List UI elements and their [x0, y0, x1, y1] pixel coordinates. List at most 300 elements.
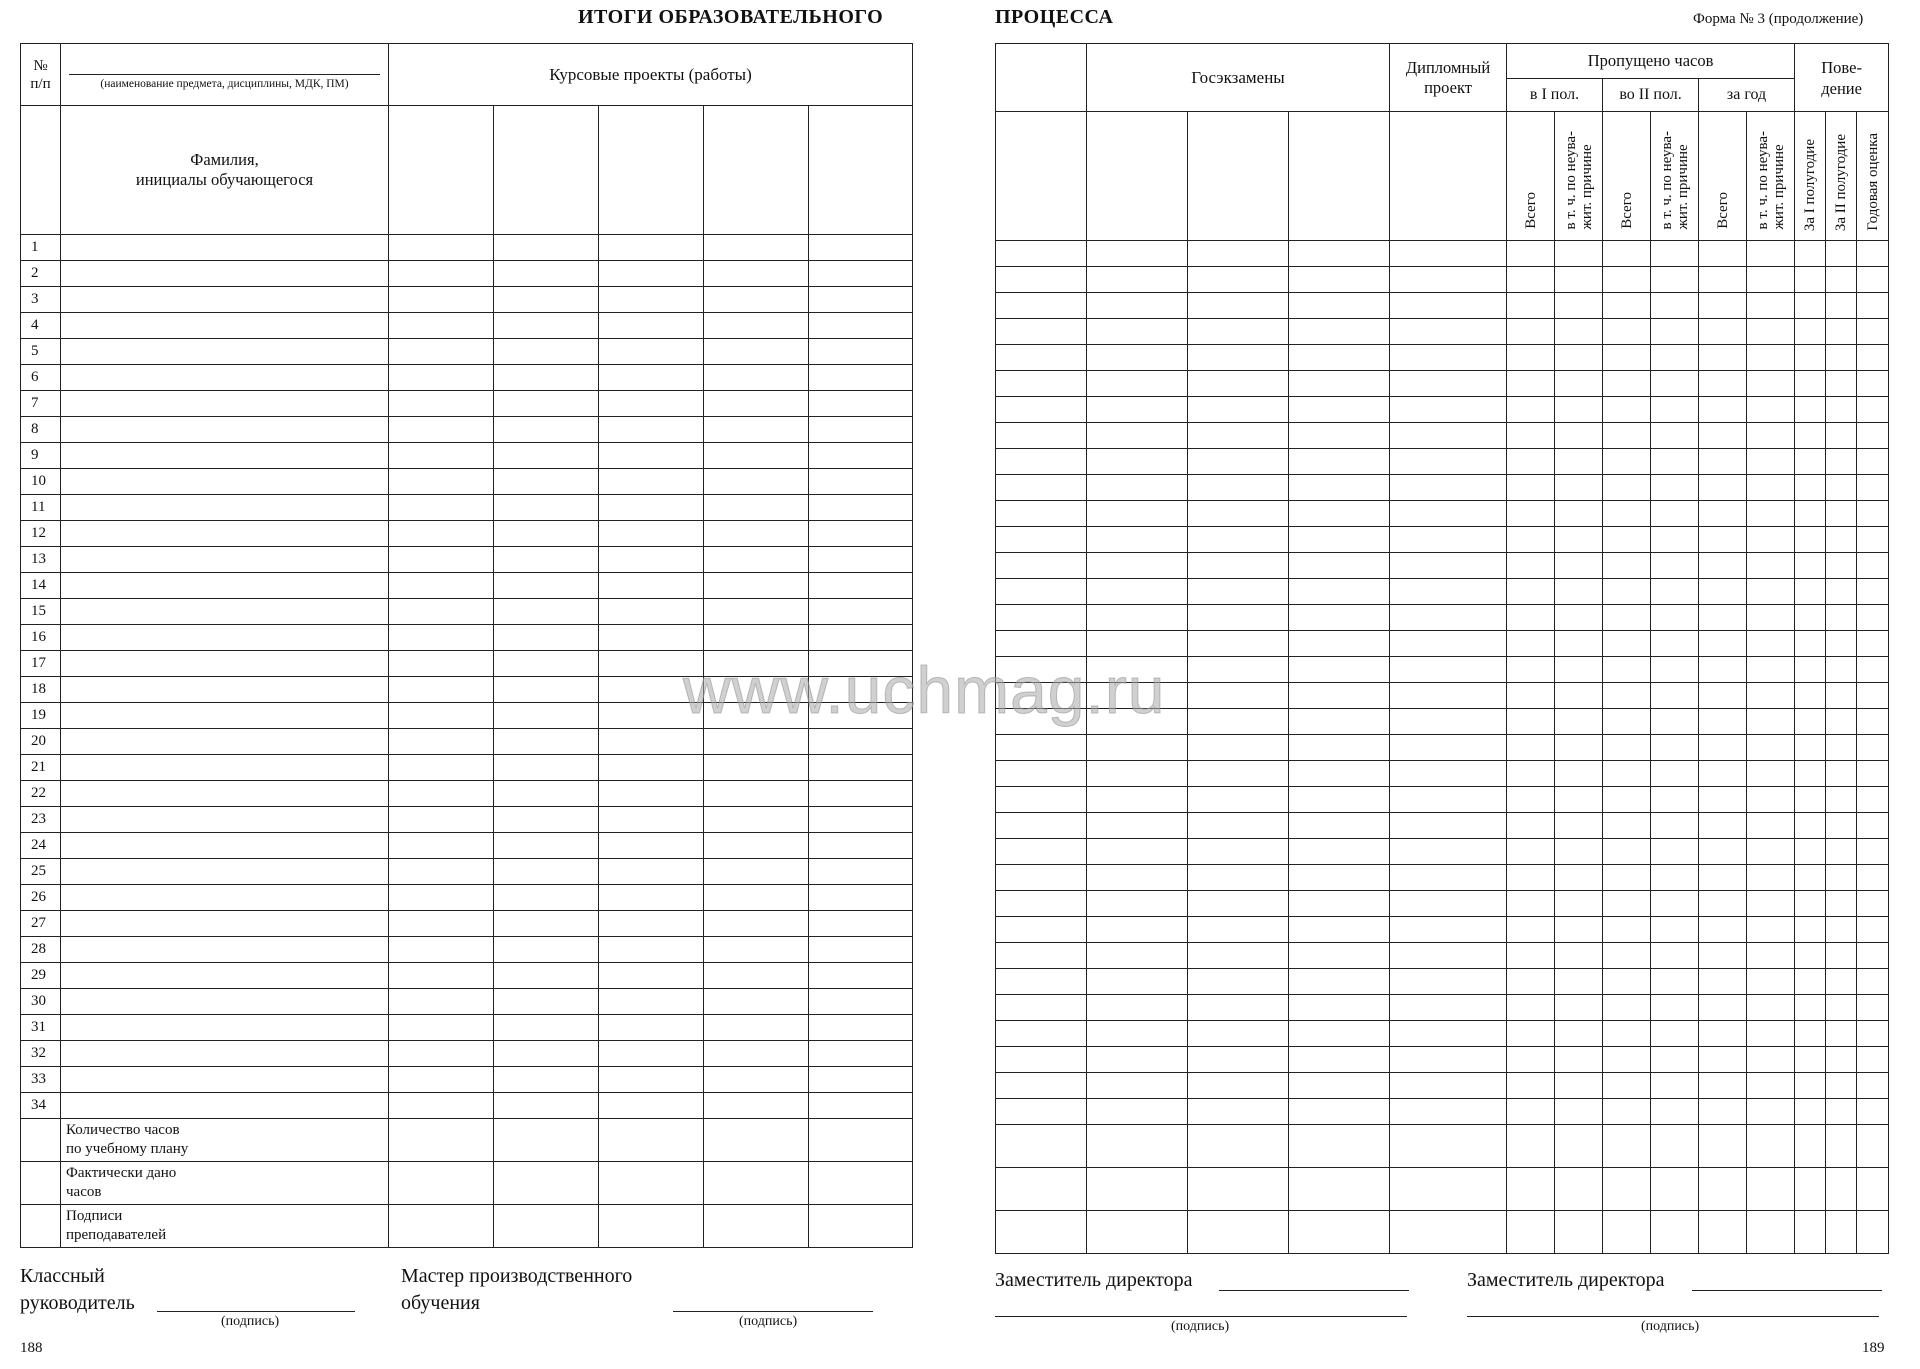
grade-cell[interactable]	[996, 371, 1087, 397]
grade-cell[interactable]	[1289, 1047, 1390, 1073]
grade-cell[interactable]	[1390, 813, 1507, 839]
grade-cell[interactable]	[1857, 761, 1889, 787]
grade-cell[interactable]	[1555, 501, 1603, 527]
coursework-cell[interactable]	[809, 833, 913, 859]
coursework-cell[interactable]	[389, 261, 494, 287]
coursework-cell[interactable]	[494, 573, 599, 599]
grade-cell[interactable]	[1747, 579, 1795, 605]
coursework-cell[interactable]	[494, 885, 599, 911]
grade-cell[interactable]	[1390, 891, 1507, 917]
coursework-cell[interactable]	[389, 729, 494, 755]
grade-cell[interactable]	[1555, 1073, 1603, 1099]
coursework-cell[interactable]	[494, 235, 599, 261]
coursework-cell[interactable]	[704, 313, 809, 339]
coursework-cell[interactable]	[599, 1093, 704, 1119]
grade-cell[interactable]	[1651, 891, 1699, 917]
grade-cell[interactable]	[1857, 839, 1889, 865]
grade-cell[interactable]	[1795, 943, 1826, 969]
grade-cell[interactable]	[996, 891, 1087, 917]
grade-cell[interactable]	[1289, 397, 1390, 423]
grade-cell[interactable]	[1507, 943, 1555, 969]
grade-cell[interactable]	[1826, 1021, 1857, 1047]
grade-cell[interactable]	[1087, 527, 1188, 553]
coursework-cell[interactable]	[389, 365, 494, 391]
student-name-cell[interactable]	[61, 547, 389, 573]
coursework-cell[interactable]	[599, 989, 704, 1015]
grade-cell[interactable]	[1555, 553, 1603, 579]
grade-cell[interactable]	[996, 735, 1087, 761]
grade-cell[interactable]	[1857, 397, 1889, 423]
grade-cell[interactable]	[1188, 709, 1289, 735]
coursework-cell[interactable]	[494, 1067, 599, 1093]
student-name-cell[interactable]	[61, 521, 389, 547]
grade-cell[interactable]	[1826, 995, 1857, 1021]
grade-cell[interactable]	[1857, 657, 1889, 683]
grade-cell[interactable]	[1699, 995, 1747, 1021]
coursework-cell[interactable]	[389, 989, 494, 1015]
grade-cell[interactable]	[1087, 735, 1188, 761]
grade-cell[interactable]	[1603, 1047, 1651, 1073]
student-name-cell[interactable]	[61, 573, 389, 599]
grade-cell[interactable]	[1289, 371, 1390, 397]
grade-cell[interactable]	[996, 449, 1087, 475]
grade-cell[interactable]	[1555, 1099, 1603, 1125]
grade-cell[interactable]	[996, 423, 1087, 449]
grade-cell[interactable]	[1188, 371, 1289, 397]
right-summary-cell[interactable]	[1555, 1125, 1603, 1168]
grade-cell[interactable]	[1507, 267, 1555, 293]
grade-cell[interactable]	[1555, 605, 1603, 631]
grade-cell[interactable]	[1795, 553, 1826, 579]
coursework-cell[interactable]	[389, 547, 494, 573]
grade-cell[interactable]	[1651, 839, 1699, 865]
grade-cell[interactable]	[996, 813, 1087, 839]
right-summary-cell[interactable]	[996, 1125, 1087, 1168]
grade-cell[interactable]	[1390, 423, 1507, 449]
grade-cell[interactable]	[1795, 657, 1826, 683]
grade-cell[interactable]	[1651, 345, 1699, 371]
student-name-cell[interactable]	[61, 495, 389, 521]
coursework-cell[interactable]	[809, 469, 913, 495]
deputy-2-signature-line[interactable]	[1467, 1316, 1879, 1317]
grade-cell[interactable]	[1857, 605, 1889, 631]
grade-cell[interactable]	[1390, 631, 1507, 657]
grade-cell[interactable]	[1507, 1021, 1555, 1047]
grade-cell[interactable]	[1390, 527, 1507, 553]
grade-cell[interactable]	[1507, 1099, 1555, 1125]
grade-cell[interactable]	[1795, 813, 1826, 839]
grade-cell[interactable]	[1795, 1047, 1826, 1073]
grade-cell[interactable]	[1390, 735, 1507, 761]
grade-cell[interactable]	[1289, 657, 1390, 683]
grade-cell[interactable]	[1651, 397, 1699, 423]
grade-cell[interactable]	[1507, 1047, 1555, 1073]
coursework-cell[interactable]	[599, 521, 704, 547]
grade-cell[interactable]	[1795, 319, 1826, 345]
exam-col-3[interactable]	[1289, 112, 1390, 241]
student-name-cell[interactable]	[61, 963, 389, 989]
coursework-cell[interactable]	[809, 443, 913, 469]
student-name-cell[interactable]	[61, 1041, 389, 1067]
grade-cell[interactable]	[1555, 943, 1603, 969]
grade-cell[interactable]	[1699, 397, 1747, 423]
grade-cell[interactable]	[1087, 553, 1188, 579]
grade-cell[interactable]	[1507, 709, 1555, 735]
student-name-cell[interactable]	[61, 443, 389, 469]
grade-cell[interactable]	[1188, 579, 1289, 605]
grade-cell[interactable]	[1795, 579, 1826, 605]
grade-cell[interactable]	[1555, 995, 1603, 1021]
coursework-cell[interactable]	[494, 339, 599, 365]
grade-cell[interactable]	[1188, 293, 1289, 319]
coursework-cell[interactable]	[809, 807, 913, 833]
coursework-cell[interactable]	[494, 963, 599, 989]
grade-cell[interactable]	[1747, 891, 1795, 917]
grade-cell[interactable]	[1390, 371, 1507, 397]
grade-cell[interactable]	[1507, 969, 1555, 995]
grade-cell[interactable]	[1087, 449, 1188, 475]
coursework-cell[interactable]	[704, 677, 809, 703]
coursework-cell[interactable]	[599, 573, 704, 599]
grade-cell[interactable]	[1390, 865, 1507, 891]
coursework-cell[interactable]	[389, 833, 494, 859]
coursework-cell[interactable]	[704, 365, 809, 391]
grade-cell[interactable]	[1087, 865, 1188, 891]
grade-cell[interactable]	[1747, 839, 1795, 865]
coursework-cell[interactable]	[704, 443, 809, 469]
summary-cell[interactable]	[704, 1119, 809, 1162]
grade-cell[interactable]	[1603, 605, 1651, 631]
right-summary-cell[interactable]	[1699, 1125, 1747, 1168]
grade-cell[interactable]	[1826, 1099, 1857, 1125]
grade-cell[interactable]	[1747, 1099, 1795, 1125]
grade-cell[interactable]	[1555, 449, 1603, 475]
grade-cell[interactable]	[1507, 475, 1555, 501]
grade-cell[interactable]	[1289, 1073, 1390, 1099]
grade-cell[interactable]	[1390, 397, 1507, 423]
coursework-cell[interactable]	[494, 859, 599, 885]
coursework-cell[interactable]	[809, 495, 913, 521]
student-name-cell[interactable]	[61, 313, 389, 339]
grade-cell[interactable]	[1390, 709, 1507, 735]
grade-cell[interactable]	[1555, 293, 1603, 319]
coursework-cell[interactable]	[704, 521, 809, 547]
deputy-1-name-line[interactable]	[1219, 1290, 1409, 1291]
grade-cell[interactable]	[1826, 709, 1857, 735]
grade-cell[interactable]	[1603, 1021, 1651, 1047]
grade-cell[interactable]	[1507, 865, 1555, 891]
grade-cell[interactable]	[1857, 1047, 1889, 1073]
coursework-cell[interactable]	[494, 677, 599, 703]
grade-cell[interactable]	[1087, 813, 1188, 839]
coursework-cell[interactable]	[599, 885, 704, 911]
grade-cell[interactable]	[1289, 579, 1390, 605]
grade-cell[interactable]	[1087, 995, 1188, 1021]
right-summary-cell[interactable]	[1747, 1125, 1795, 1168]
grade-cell[interactable]	[1699, 1047, 1747, 1073]
coursework-cell[interactable]	[599, 963, 704, 989]
right-summary-cell[interactable]	[1188, 1211, 1289, 1254]
grade-cell[interactable]	[1795, 969, 1826, 995]
grade-cell[interactable]	[1289, 839, 1390, 865]
grade-cell[interactable]	[1699, 293, 1747, 319]
coursework-cell[interactable]	[599, 1041, 704, 1067]
coursework-cell[interactable]	[704, 1041, 809, 1067]
grade-cell[interactable]	[1651, 631, 1699, 657]
grade-cell[interactable]	[1826, 891, 1857, 917]
grade-cell[interactable]	[1826, 345, 1857, 371]
grade-cell[interactable]	[1699, 579, 1747, 605]
summary-cell[interactable]	[389, 1119, 494, 1162]
right-summary-cell[interactable]	[996, 1168, 1087, 1211]
grade-cell[interactable]	[1289, 995, 1390, 1021]
coursework-cell[interactable]	[389, 755, 494, 781]
grade-cell[interactable]	[1651, 1047, 1699, 1073]
grade-cell[interactable]	[1390, 475, 1507, 501]
coursework-cell[interactable]	[389, 391, 494, 417]
coursework-cell[interactable]	[389, 521, 494, 547]
grade-cell[interactable]	[1795, 631, 1826, 657]
coursework-cell[interactable]	[809, 1067, 913, 1093]
student-name-cell[interactable]	[61, 625, 389, 651]
grade-cell[interactable]	[1747, 1047, 1795, 1073]
grade-cell[interactable]	[1507, 735, 1555, 761]
coursework-cell[interactable]	[389, 573, 494, 599]
grade-cell[interactable]	[1555, 657, 1603, 683]
coursework-cell[interactable]	[494, 833, 599, 859]
grade-cell[interactable]	[1289, 917, 1390, 943]
grade-cell[interactable]	[1699, 605, 1747, 631]
coursework-cell[interactable]	[809, 261, 913, 287]
right-summary-cell[interactable]	[1747, 1211, 1795, 1254]
right-summary-cell[interactable]	[1603, 1125, 1651, 1168]
grade-cell[interactable]	[1087, 917, 1188, 943]
grade-cell[interactable]	[1087, 293, 1188, 319]
right-summary-cell[interactable]	[1289, 1125, 1390, 1168]
grade-cell[interactable]	[996, 839, 1087, 865]
grade-cell[interactable]	[1507, 293, 1555, 319]
grade-cell[interactable]	[1747, 397, 1795, 423]
grade-cell[interactable]	[996, 241, 1087, 267]
grade-cell[interactable]	[1699, 683, 1747, 709]
grade-cell[interactable]	[1857, 969, 1889, 995]
grade-cell[interactable]	[1188, 1073, 1289, 1099]
grade-cell[interactable]	[1555, 527, 1603, 553]
grade-cell[interactable]	[1188, 943, 1289, 969]
student-name-cell[interactable]	[61, 755, 389, 781]
grade-cell[interactable]	[1795, 839, 1826, 865]
coursework-cell[interactable]	[704, 417, 809, 443]
grade-cell[interactable]	[1289, 553, 1390, 579]
grade-cell[interactable]	[1747, 709, 1795, 735]
grade-cell[interactable]	[1747, 241, 1795, 267]
grade-cell[interactable]	[1188, 813, 1289, 839]
coursework-cell[interactable]	[809, 911, 913, 937]
coursework-cell[interactable]	[599, 599, 704, 625]
coursework-cell[interactable]	[599, 937, 704, 963]
right-summary-cell[interactable]	[1651, 1211, 1699, 1254]
grade-cell[interactable]	[1555, 1021, 1603, 1047]
student-name-cell[interactable]	[61, 391, 389, 417]
grade-cell[interactable]	[1857, 423, 1889, 449]
coursework-cell[interactable]	[809, 417, 913, 443]
coursework-cell[interactable]	[809, 859, 913, 885]
student-name-cell[interactable]	[61, 677, 389, 703]
grade-cell[interactable]	[1188, 683, 1289, 709]
coursework-col-3[interactable]	[599, 106, 704, 235]
grade-cell[interactable]	[1289, 501, 1390, 527]
grade-cell[interactable]	[1289, 267, 1390, 293]
coursework-cell[interactable]	[809, 885, 913, 911]
right-summary-cell[interactable]	[1826, 1125, 1857, 1168]
grade-cell[interactable]	[1747, 813, 1795, 839]
coursework-cell[interactable]	[704, 469, 809, 495]
grade-cell[interactable]	[1651, 709, 1699, 735]
grade-cell[interactable]	[1289, 423, 1390, 449]
student-name-cell[interactable]	[61, 365, 389, 391]
coursework-cell[interactable]	[809, 547, 913, 573]
exam-col-2[interactable]	[1188, 112, 1289, 241]
coursework-cell[interactable]	[599, 1015, 704, 1041]
coursework-cell[interactable]	[599, 287, 704, 313]
coursework-cell[interactable]	[704, 391, 809, 417]
grade-cell[interactable]	[1747, 449, 1795, 475]
grade-cell[interactable]	[1390, 839, 1507, 865]
student-name-cell[interactable]	[61, 859, 389, 885]
grade-cell[interactable]	[1087, 683, 1188, 709]
coursework-cell[interactable]	[599, 781, 704, 807]
grade-cell[interactable]	[1390, 1021, 1507, 1047]
grade-cell[interactable]	[1747, 605, 1795, 631]
right-summary-cell[interactable]	[1826, 1168, 1857, 1211]
grade-cell[interactable]	[1651, 527, 1699, 553]
grade-cell[interactable]	[1555, 345, 1603, 371]
coursework-cell[interactable]	[809, 1093, 913, 1119]
grade-cell[interactable]	[1857, 319, 1889, 345]
grade-cell[interactable]	[1289, 527, 1390, 553]
grade-cell[interactable]	[1651, 865, 1699, 891]
grade-cell[interactable]	[1826, 475, 1857, 501]
grade-cell[interactable]	[1651, 761, 1699, 787]
grade-cell[interactable]	[1603, 345, 1651, 371]
grade-cell[interactable]	[1555, 423, 1603, 449]
grade-cell[interactable]	[1390, 605, 1507, 631]
coursework-cell[interactable]	[494, 391, 599, 417]
grade-cell[interactable]	[1507, 527, 1555, 553]
summary-cell[interactable]	[599, 1162, 704, 1205]
grade-cell[interactable]	[1087, 423, 1188, 449]
grade-cell[interactable]	[1651, 605, 1699, 631]
grade-cell[interactable]	[1747, 631, 1795, 657]
summary-cell[interactable]	[599, 1119, 704, 1162]
grade-cell[interactable]	[1857, 267, 1889, 293]
grade-cell[interactable]	[1188, 1047, 1289, 1073]
coursework-cell[interactable]	[599, 391, 704, 417]
student-name-cell[interactable]	[61, 417, 389, 443]
grade-cell[interactable]	[1555, 735, 1603, 761]
coursework-cell[interactable]	[599, 443, 704, 469]
grade-cell[interactable]	[1747, 527, 1795, 553]
grade-cell[interactable]	[1507, 371, 1555, 397]
grade-cell[interactable]	[1507, 683, 1555, 709]
diploma-col[interactable]	[1390, 112, 1507, 241]
grade-cell[interactable]	[1188, 605, 1289, 631]
coursework-cell[interactable]	[704, 989, 809, 1015]
grade-cell[interactable]	[1289, 813, 1390, 839]
grade-cell[interactable]	[1857, 293, 1889, 319]
coursework-cell[interactable]	[599, 495, 704, 521]
coursework-cell[interactable]	[704, 599, 809, 625]
grade-cell[interactable]	[1390, 267, 1507, 293]
coursework-cell[interactable]	[389, 1015, 494, 1041]
coursework-cell[interactable]	[809, 651, 913, 677]
coursework-cell[interactable]	[494, 1015, 599, 1041]
state-exams-blank-cell[interactable]	[996, 44, 1087, 112]
grade-cell[interactable]	[1651, 657, 1699, 683]
coursework-cell[interactable]	[704, 755, 809, 781]
grade-cell[interactable]	[996, 943, 1087, 969]
grade-cell[interactable]	[1747, 345, 1795, 371]
grade-cell[interactable]	[1651, 969, 1699, 995]
grade-cell[interactable]	[1747, 735, 1795, 761]
coursework-cell[interactable]	[704, 235, 809, 261]
grade-cell[interactable]	[996, 1047, 1087, 1073]
coursework-cell[interactable]	[809, 521, 913, 547]
coursework-cell[interactable]	[494, 313, 599, 339]
exam-col-1[interactable]	[1087, 112, 1188, 241]
grade-cell[interactable]	[1555, 683, 1603, 709]
coursework-cell[interactable]	[494, 937, 599, 963]
student-name-cell[interactable]	[61, 339, 389, 365]
grade-cell[interactable]	[1795, 709, 1826, 735]
coursework-cell[interactable]	[809, 339, 913, 365]
grade-cell[interactable]	[1188, 787, 1289, 813]
grade-cell[interactable]	[1699, 241, 1747, 267]
student-name-cell[interactable]	[61, 235, 389, 261]
grade-cell[interactable]	[996, 1073, 1087, 1099]
coursework-cell[interactable]	[494, 547, 599, 573]
grade-cell[interactable]	[1289, 1021, 1390, 1047]
right-summary-cell[interactable]	[1603, 1168, 1651, 1211]
right-summary-cell[interactable]	[996, 1211, 1087, 1254]
grade-cell[interactable]	[1699, 1099, 1747, 1125]
grade-cell[interactable]	[1603, 319, 1651, 345]
grade-cell[interactable]	[1087, 761, 1188, 787]
right-summary-cell[interactable]	[1555, 1211, 1603, 1254]
grade-cell[interactable]	[1826, 449, 1857, 475]
coursework-cell[interactable]	[389, 495, 494, 521]
grade-cell[interactable]	[1795, 475, 1826, 501]
coursework-cell[interactable]	[704, 833, 809, 859]
grade-cell[interactable]	[1188, 553, 1289, 579]
coursework-cell[interactable]	[494, 729, 599, 755]
right-summary-cell[interactable]	[1699, 1211, 1747, 1254]
coursework-cell[interactable]	[704, 1067, 809, 1093]
grade-cell[interactable]	[1747, 371, 1795, 397]
grade-cell[interactable]	[1795, 267, 1826, 293]
grade-cell[interactable]	[1795, 683, 1826, 709]
grade-cell[interactable]	[1087, 267, 1188, 293]
grade-cell[interactable]	[1289, 345, 1390, 371]
grade-cell[interactable]	[996, 553, 1087, 579]
coursework-cell[interactable]	[809, 573, 913, 599]
grade-cell[interactable]	[1390, 1047, 1507, 1073]
grade-cell[interactable]	[1188, 891, 1289, 917]
grade-cell[interactable]	[1651, 1021, 1699, 1047]
grade-cell[interactable]	[1795, 423, 1826, 449]
right-summary-cell[interactable]	[1699, 1168, 1747, 1211]
grade-cell[interactable]	[996, 397, 1087, 423]
